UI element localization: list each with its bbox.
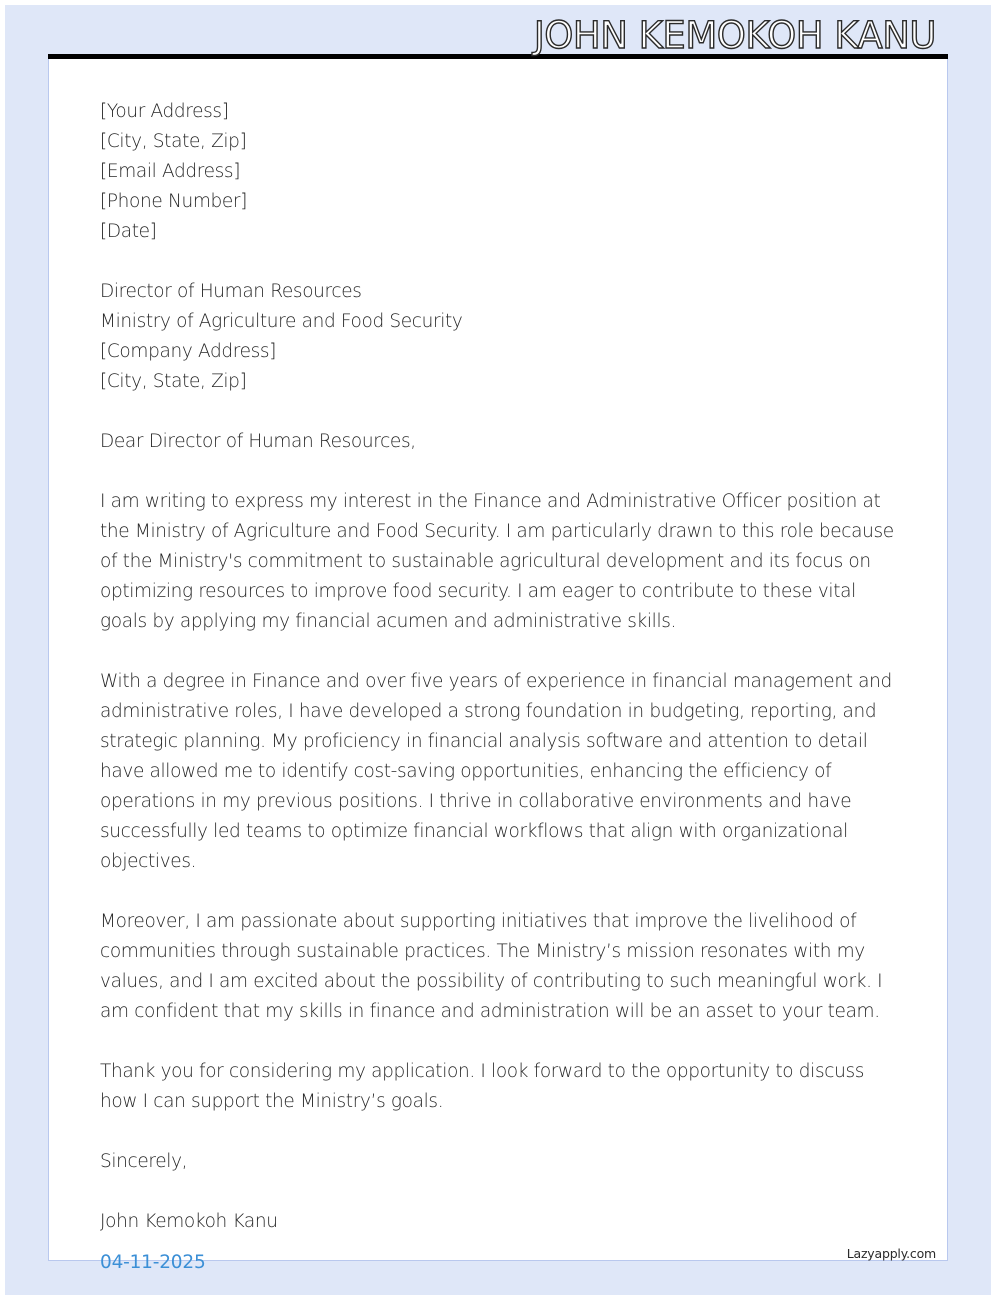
recipient-title: Director of Human Resources	[100, 281, 362, 302]
recipient-organization: Ministry of Agriculture and Food Security	[100, 311, 463, 332]
paragraph-line: optimizing resources to improve food security. I am eager to contribute to these vital	[100, 581, 856, 602]
salutation	[100, 427, 900, 457]
paragraph-line: With a degree in Finance and over five years of experience in financial management and	[100, 671, 892, 692]
paragraph-line: successfully led teams to optimize financial workflows that align with organizational	[100, 821, 848, 842]
letter-body	[100, 97, 900, 1237]
paragraph-line: I am writing to express my interest in the Finance and Administrative Officer position at	[100, 491, 881, 512]
paragraph-line: of the Ministry's commitment to sustainable agricultural development and its focus on	[100, 551, 871, 572]
paragraph-line: strategic planning. My proficiency in financial analysis software and attention to detail	[100, 731, 868, 752]
sender-block	[100, 97, 900, 247]
footer-brand: Lazyapply.com	[846, 1246, 936, 1261]
sender-city-state-zip: [City, State, Zip]	[100, 131, 247, 152]
salutation-text: Dear Director of Human Resources,	[100, 431, 416, 452]
paragraph-3	[100, 907, 900, 1027]
footer-date: 04-11-2025	[100, 1252, 206, 1273]
paragraph-line: goals by applying my financial acumen and administrative skills.	[100, 611, 677, 632]
paragraph-line: operations in my previous positions. I thrive in collaborative environments and have	[100, 791, 852, 812]
header-name: JOHN KEMOKOH KANU	[533, 14, 936, 57]
paragraph-1	[100, 487, 900, 637]
paragraph-2	[100, 667, 900, 877]
paragraph-line: values, and I am excited about the possibility of contributing to such meaningful work. I	[100, 971, 883, 992]
sender-phone: [Phone Number]	[100, 191, 248, 212]
sender-email: [Email Address]	[100, 161, 241, 182]
paragraph-line: Moreover, I am passionate about supporting initiatives that improve the livelihood of	[100, 911, 857, 932]
sender-date: [Date]	[100, 221, 157, 242]
signature-name: John Kemokoh Kanu	[100, 1211, 278, 1232]
paragraph-4	[100, 1057, 900, 1117]
paragraph-line: communities through sustainable practices. The Ministry’s mission resonates with my	[100, 941, 865, 962]
recipient-city-state-zip: [City, State, Zip]	[100, 371, 247, 392]
paragraph-line: how I can support the Ministry’s goals.	[100, 1091, 444, 1112]
paragraph-line: Thank you for considering my application. I look forward to the opportunity to discuss	[100, 1061, 865, 1082]
paragraph-line: the Ministry of Agriculture and Food Security. I am particularly drawn to this role because	[100, 521, 894, 542]
closing	[100, 1147, 900, 1177]
recipient-address: [Company Address]	[100, 341, 277, 362]
recipient-block	[100, 277, 900, 397]
closing-text: Sincerely,	[100, 1151, 188, 1172]
paragraph-line: have allowed me to identify cost-saving opportunities, enhancing the efficiency of	[100, 761, 832, 782]
paragraph-line: administrative roles, I have developed a strong foundation in budgeting, reporting, and	[100, 701, 877, 722]
sender-address: [Your Address]	[100, 101, 229, 122]
paragraph-line: objectives.	[100, 851, 197, 872]
paragraph-line: am confident that my skills in finance and administration will be an asset to your team.	[100, 1001, 880, 1022]
